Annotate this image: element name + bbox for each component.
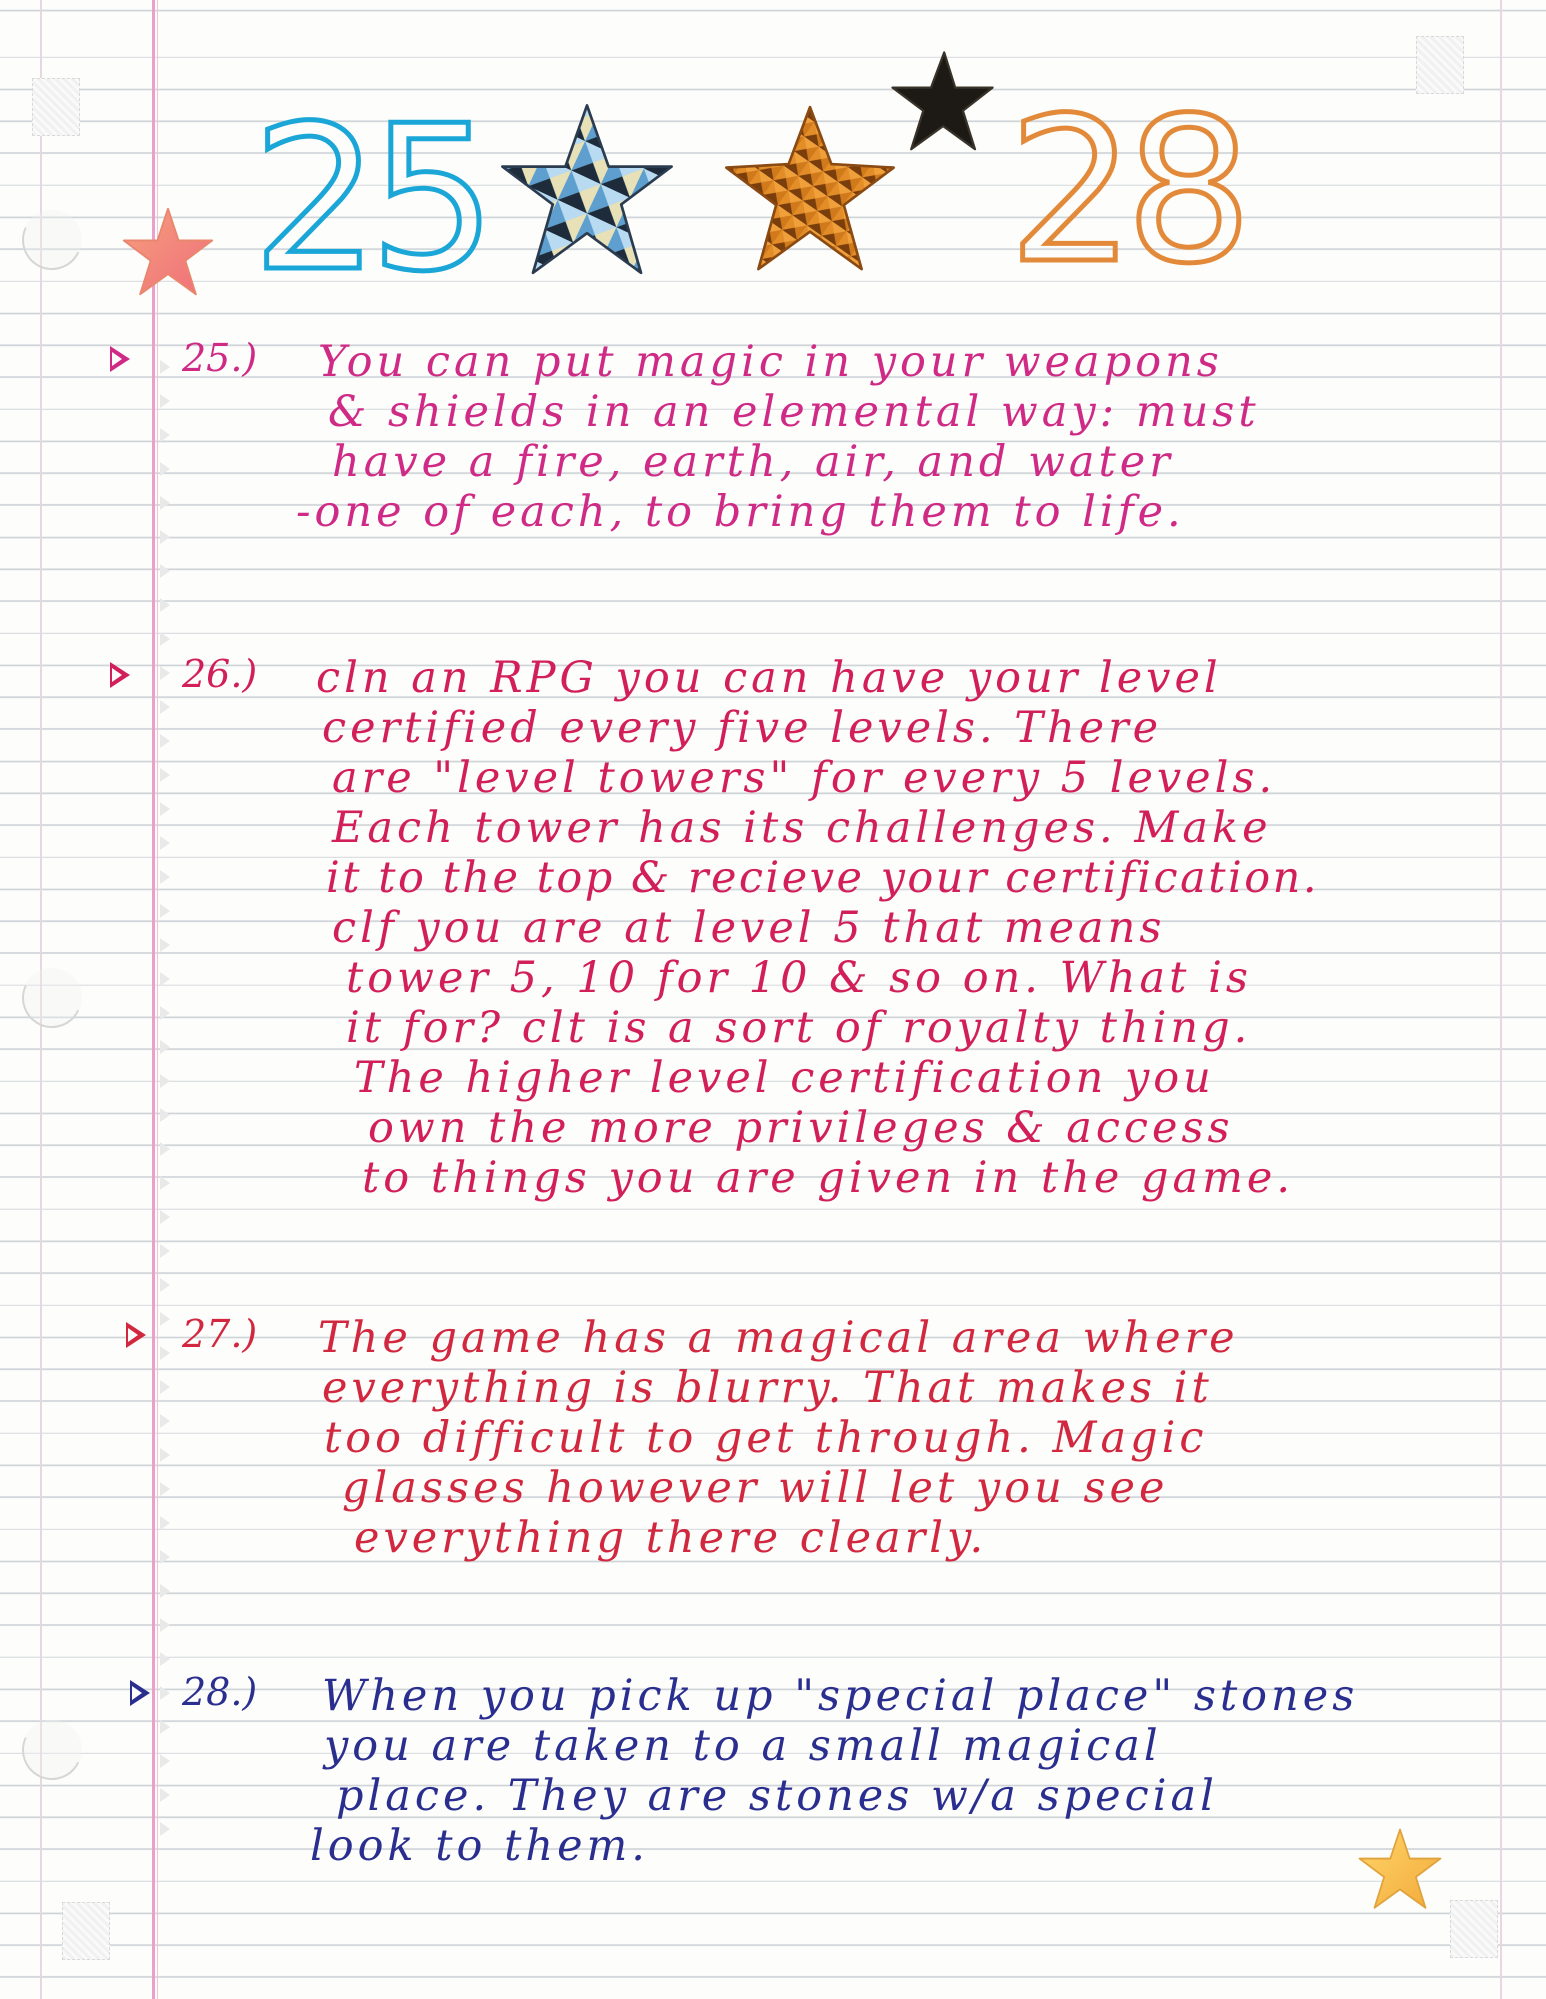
entry-line: -one of each, to bring them to life.	[296, 487, 1185, 537]
entry-line: everything is blurry. That makes it	[322, 1363, 1213, 1413]
bullet-triangle-icon	[130, 1680, 150, 1706]
punch-hole	[14, 1712, 91, 1789]
bullet-triangle-icon	[110, 346, 130, 372]
entry-line: clf you are at level 5 that means	[332, 903, 1166, 953]
entry-line: it for? clt is a sort of royalty thing.	[346, 1003, 1252, 1053]
entry-line: You can put magic in your weapons	[318, 337, 1223, 387]
gold-star-sticker-icon	[1354, 1826, 1446, 1914]
entry-number: 28.)	[182, 1670, 258, 1714]
black-star-sticker-icon	[884, 48, 1000, 158]
entry-line: certified every five levels. There	[322, 703, 1163, 753]
entry-line: When you pick up "special place" stones	[322, 1671, 1359, 1721]
holographic-orange-star-sticker-icon	[720, 100, 900, 278]
entry-line: to things you are given in the game.	[362, 1153, 1295, 1203]
paper-watermark	[1450, 1900, 1498, 1958]
margin-triangle-column	[158, 360, 176, 1856]
entry-number: 26.)	[182, 652, 258, 696]
entry-line: tower 5, 10 for 10 & so on. What is	[346, 953, 1252, 1003]
peach-star-sticker-icon	[118, 205, 218, 301]
entry-line: glasses however will let you see	[342, 1463, 1169, 1513]
holographic-blue-star-sticker-icon	[492, 100, 682, 280]
entry-line: look to them.	[310, 1821, 649, 1871]
entry-line: you are taken to a small magical	[324, 1721, 1162, 1771]
page-header	[0, 0, 1546, 316]
entry-number: 25.)	[182, 336, 258, 380]
entry-line: cln an RPG you can have your level	[316, 653, 1222, 703]
paper-watermark	[62, 1902, 110, 1960]
entry-line: The game has a magical area where	[318, 1313, 1239, 1363]
punch-hole	[14, 960, 91, 1037]
page-edge-line	[1500, 0, 1502, 1999]
entry-line: everything there clearly.	[354, 1513, 988, 1563]
entry-line: place. They are stones w/a special	[336, 1771, 1218, 1821]
bullet-triangle-icon	[110, 662, 130, 688]
page-range-end: 28	[1008, 75, 1243, 308]
entry-number: 27.)	[182, 1312, 258, 1356]
entry-line: have a fire, earth, air, and water	[332, 437, 1174, 487]
page-range-start: 25	[252, 83, 487, 316]
bullet-triangle-icon	[126, 1322, 146, 1348]
entry-line: & shields in an elemental way: must	[328, 387, 1260, 437]
entry-line: it to the top & recieve your certification.	[326, 853, 1320, 903]
entry-line: own the more privileges & access	[368, 1103, 1234, 1153]
entry-line: Each tower has its challenges. Make	[332, 803, 1272, 853]
entry-line: The higher level certification you	[354, 1053, 1215, 1103]
entry-line: are "level towers" for every 5 levels.	[332, 753, 1277, 803]
entry-line: too difficult to get through. Magic	[324, 1413, 1208, 1463]
